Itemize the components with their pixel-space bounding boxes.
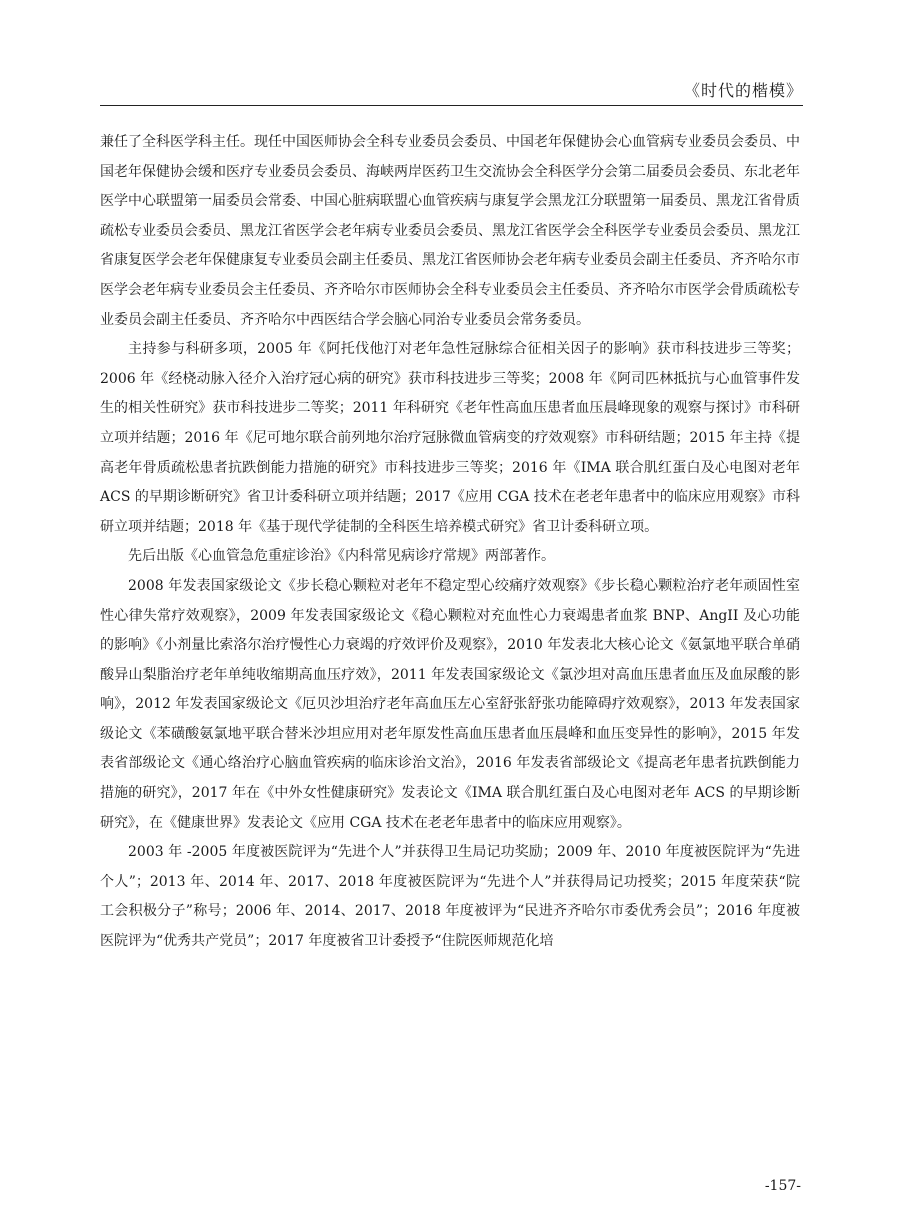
book-title: 《时代的楷模》 [683, 81, 803, 100]
paragraph-honors: 2003 年 -2005 年度被医院评为“先进个人”并获得卫生局记功奖励；2009 年、2010 年度被医院评为“先进个人”；2013 年、2014 年、2017、2018 年度被医院评为“先进个人”并获得局记功授奖；2015 年度荣获“院工会积极分子”称号；2006 年、2014、2017、2018 年度被评为“民进齐齐哈尔市委优秀会员”；2016 年度被医院评为“优秀共产党员”；2017 年度被省卫计委授予“住院医师规范化培 [100, 844, 800, 950]
paragraph-books: 先后出版《心血管急危重症诊治》《内科常见病诊疗常规》两部著作。 [128, 548, 555, 565]
paragraph-positions: 兼任了全科医学科主任。现任中国医师协会全科专业委员会委员、中国老年保健协会心血管病专业委员会委员、中国老年保健协会缓和医疗专业委员会委员、海峡两岸医药卫生交流协会全科医学分会第二届委员会委员、东北老年医学中心联盟第一届委员会常委、中国心脏病联盟心血管疾病与康复学会黑龙江分联盟第一届委员、黑龙江省骨质疏松专业委员会委员、黑龙江省医学会老年病专业委员会委员、黑龙江省医学会全科医学专业委员会委员、黑龙江省康复医学会老年保健康复专业委员会副主任委员、黑龙江省医师协会老年病专业委员会副主任委员、齐齐哈尔市医学会老年病专业委员会主任委员、齐齐哈尔市医师协会全科专业委员会主任委员、齐齐哈尔市医学会骨质疏松专业委员会副主任委员、齐齐哈尔中西医结合学会脑心同治专业委员会常务委员。 [100, 134, 800, 328]
page-number: -157- [764, 1178, 801, 1194]
paragraph-research: 主持参与科研多项，2005 年《阿托伐他汀对老年急性冠脉综合征相关因子的影响》获市科技进步三等奖；2006 年《经桡动脉入径介入治疗冠心病的研究》获市科技进步三等奖；2008 年《阿司匹林抵抗与心血管事件发生的相关性研究》获市科技进步二等奖；2011 年科研究《老年性高血压患者血压晨峰现象的观察与探讨》市科研立项并结题；2016 年《尼可地尔联合前列地尔治疗冠脉微血管病变的疗效观察》市科研结题；2015 年主持《提高老年骨质疏松患者抗跌倒能力措施的研究》市科技进步三等奖；2016 年《IMA 联合肌红蛋白及心电图对老年 ACS 的早期诊断研究》省卫计委科研立项并结题；2017《应用 CGA 技术在老老年患者中的临床应用观察》市科研立项并结题；2018 年《基于现代学徒制的全科医生培养模式研究》省卫计委科研立项。 [100, 341, 800, 535]
running-header [100, 72, 803, 106]
body-text [100, 128, 800, 957]
paragraph-papers: 2008 年发表国家级论文《步长稳心颗粒对老年不稳定型心绞痛疗效观察》《步长稳心颗粒治疗老年顽固性室性心律失常疗效观察》，2009 年发表国家级论文《稳心颗粒对充血性心力衰竭患者血浆 BNP、AngII 及心功能的影响》《小剂量比索洛尔治疗慢性心力衰竭的疗效评价及观察》，2010 年发表北大核心论文《氨氯地平联合单硝酸异山梨脂治疗老年单纯收缩期高血压疗效》，2011 年发表国家级论文《氯沙坦对高血压患者血压及血尿酸的影响》，2012 年发表国家级论文《厄贝沙坦治疗老年高血压左心室舒张舒张功能障碍疗效观察》，2013 年发表国家级论文《苯磺酸氨氯地平联合替米沙坦应用对老年原发性高血压患者血压晨峰和血压变异性的影响》，2015 年发表省部级论文《通心络治疗心脑血管疾病的临床诊治文治》，2016 年发表省部级论文《提高老年患者抗跌倒能力措施的研究》，2017 年在《中外女性健康研究》发表论文《IMA 联合肌红蛋白及心电图对老年 ACS 的早期诊断研究》，在《健康世界》发表论文《应用 CGA 技术在老老年患者中的临床应用观察》。 [100, 577, 800, 831]
header-rule [100, 105, 803, 106]
